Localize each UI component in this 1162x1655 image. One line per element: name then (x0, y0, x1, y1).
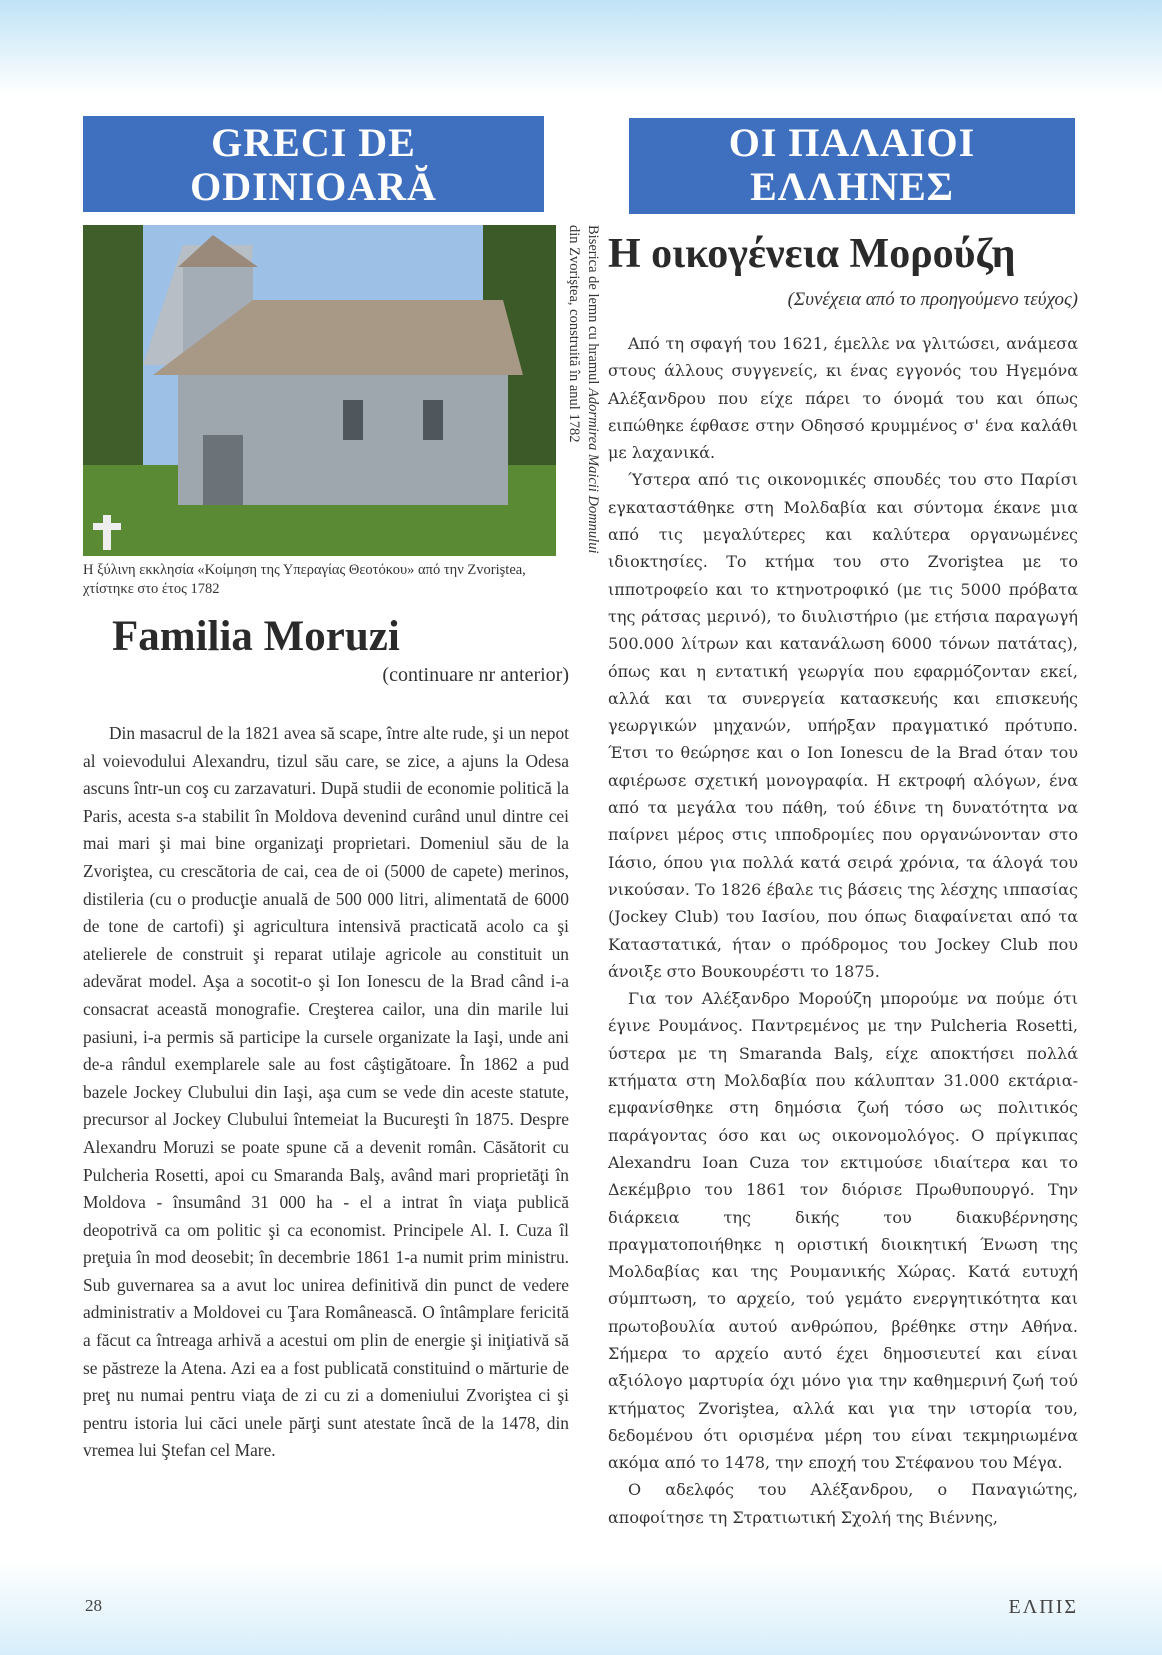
right-banner-line2: ΕΛΛΗΝΕΣ (750, 164, 954, 209)
vertical-caption-prefix: Biserica de lemn cu hramul (585, 225, 601, 389)
romanian-article-title: Familia Moruzi (112, 613, 400, 660)
church-photo (83, 225, 556, 556)
left-section-banner (83, 116, 544, 212)
greek-article-title: Η οικογένεια Μορούζη (608, 231, 1016, 277)
vertical-caption-italic: Adormirea Maicii Domnului (585, 388, 601, 554)
vertical-caption-suffix: din Zvoriştea, construită în anul 1782 (566, 225, 582, 443)
photo-caption-greek: Η ξύλινη εκκλησία «Κοίμηση της Υπεραγίας Θεοτόκου» από την Zvoriştea, χτίστηκε στο έτος 1782 (83, 562, 526, 597)
page-number: 28 (85, 1596, 102, 1615)
romanian-article-body: Din masacrul de la 1821 avea să scape, între alte rude, şi un nepot al voievodului Alexandru, tizul său care, se zice, a ajuns la Odesa ascuns într-un coş cu zarzavaturi. După studii de economie politică la Paris, acesta s-a stabilit în Moldova devenind curând unul dintre cei mai mari şi mai bine organizaţi proprietari. Domeniul său de la Zvoriştea, cu crescătoria de cai, cea de oi (5000 de capete) merinos, distileria (cu o producţie anuală de 500 000 litri, alimentată de 6000 de tone de cartofi) şi agricultura intensivă practicată acolo ca şi atelierele de construit şi reparat utilaje agricole au constituit un adevărat model. Aşa a socotit-o şi Ion Ionescu de la Brad când i-a consacrat această monografie. Creşterea cailor, una din marile lui pasiuni, i-a permis să participe la cursele organizate la Iaşi, unde ani de-a rândul exemplarele sale au fost câştigătoare. În 1862 a pud bazele Jockey Clubului din Iaşi, aşa cum se vede din aceste statute, precursor al Jockey Clubului întemeiat la Bucureşti în 1875. Despre Alexandru Moruzi se poate spune că a devenit român. Căsătorit cu Pulcheria Rosetti, apoi cu Smaranda Balş, având mari proprietăţi în Moldova - însumând 31 000 ha - el a intrat în viaţa publică deopotrivă ca om politic şi ca economist. Principele Al. I. Cuza îl preţuia în mod deosebit; în decembrie 1861 1-a numit prim ministru. Sub guvernarea sa a avut loc unirea definitivă din punct de vedere administrativ a Moldovei cu Ţara Românească. O întâmplare fericită a făcut ca întreaga arhivă a acestui om plin de energie şi iniţiativă să se păstreze la Atena. Azi ea a fost publicată constituind o mărturie de preţ nu numai pentru viaţa de zi cu zi a domeniului Zvoriştea ci şi pentru istoria lui căci unele părţi sunt atestate încă de la 1478, din vremea lui Ştefan cel Mare. (83, 723, 569, 1461)
greek-paragraph: Από τη σφαγή του 1621, έμελλε να γλιτώσει, ανάμεσα στους άλλους συγγενείς, κι ένας εγγονός του Ηγεμόνα Αλέξανδρου που είχε πάρει το όνομά του και όπως ειπώθηκε έφθασε στην Οδησσό κρυμμένος σ' ένα καλάθι με λαχανικά. (608, 334, 1078, 463)
romanian-article-subtitle: (continuare nr anterior) (382, 664, 569, 686)
greek-article-body (608, 330, 1078, 1531)
wooden-church-illustration (83, 225, 556, 556)
right-section-banner (629, 118, 1075, 214)
greek-paragraph: Για τον Αλέξανδρο Μορούζη μπορούμε να πούμε ότι έγινε Ρουμάνος. Παντρεμένος με την Pulcheria Rosetti, ύστερα με τη Smaranda Balş, είχε αποκτήσει πολλά κτήματα στη Μολδαβία που κάλυπταν 31.000 εκτάρια- εμφανίσθηκε στη δημόσια ζωή τόσο ως πολιτικός παράγοντας όσο και ως οικονομολόγος. Ο πρίγκιπας Alexandru Ioan Cuza τον εκτιμούσε ιδιαίτερα και το Δεκέμβριο του 1861 τον διόρισε Πρωθυπουργό. Την διάρκεια της δικής του διακυβέρνησης πραγματοποιήθηκε η οριστική διοικητική Ένωση της Μολδαβίας και της Ρουμανικής Χώρας. Κατά ευτυχή σύμπτωση, το αρχείο, τού γεμάτο ενεργητικότητα και πρωτοβουλία αυτού ανθρώπου, βρέθηκε στην Αθήνα. Σήμερα το αρχείο αυτό έχει δημοσιευτεί και είναι αξιόλογο μαρτυρία όχι μόνο για την καθημερινή ζωή τού κτήματος Zvoriştea, αλλά και για την ιστορία του, δεδομένου ότι ορισμένα μέρη του είναι τεκμηριωμένα ακόμα από το 1478, την εποχή του Στέφανου του Μέγα. (608, 989, 1078, 1473)
greek-paragraph: Ύστερα από τις οικονομικές σπουδές του στο Παρίσι εγκαταστάθηκε στη Μολδαβία και σύντομα έκανε μια από τις μεγαλύτερες και καλύτερα οργανωμένες ιδιοκτησίες. Το κτήμα του στο Zvoriştea με το ιπποτροφείο και το κτηνοτροφικό (με τις 5000 πρόβατα της ράτσας μερινό), το διυλιστήριο (με ετήσια παραγωγή 500.000 λίτρων και κατανάλωση 6000 τόνων πατάτας), όπως και η εντατική γεωργία που εφαρμόζονταν εκεί, αλλά και τα συνεργεία κατασκευής και επισκευής γεωργικών μηχανών, υπήρξαν πραγματικό πρότυπο. Έτσι το θεώρησε και ο Ion Ionescu de la Brad όταν του αφιέρωσε σχετική μονογραφία. Η εκτροφή αλόγων, ένα από τα μεγάλα του πάθη, τού έδινε τη δυνατότητα να παίρνει μέρος στις ιπποδρομίες που οργανώνονταν στο Ιάσιο, όπου για πολλά κατά σειρά χρόνια, τα άλογά του νικούσαν. Το 1826 έβαλε τις βάσεις της λέσχης ιππασίας (Jockey Club) του Ιασίου, που όπως διαφαίνεται από τα Καταστατικά, ήταν ο πρόδρομος του Jockey Club που άνοιξε στο Βουκουρέστι το 1875. (608, 470, 1078, 981)
greek-paragraph: Ο αδελφός του Αλέξανδρου, ο Παναγιώτης, αποφοίτησε τη Στρατιωτική Σχολή της Βιέννης, (608, 1480, 1078, 1527)
magazine-name: ΕΛΠΙΣ (1008, 1596, 1078, 1618)
left-banner-line2: ODINIOARĂ (190, 164, 437, 209)
right-banner-line1: ΟΙ ΠΑΛΑΙΟΙ (728, 120, 976, 165)
left-banner-line1: GRECI DE (211, 120, 416, 165)
photo-vertical-caption (560, 225, 602, 570)
greek-article-subtitle: (Συνέχεια από το προηγούμενο τεύχος) (787, 289, 1078, 310)
